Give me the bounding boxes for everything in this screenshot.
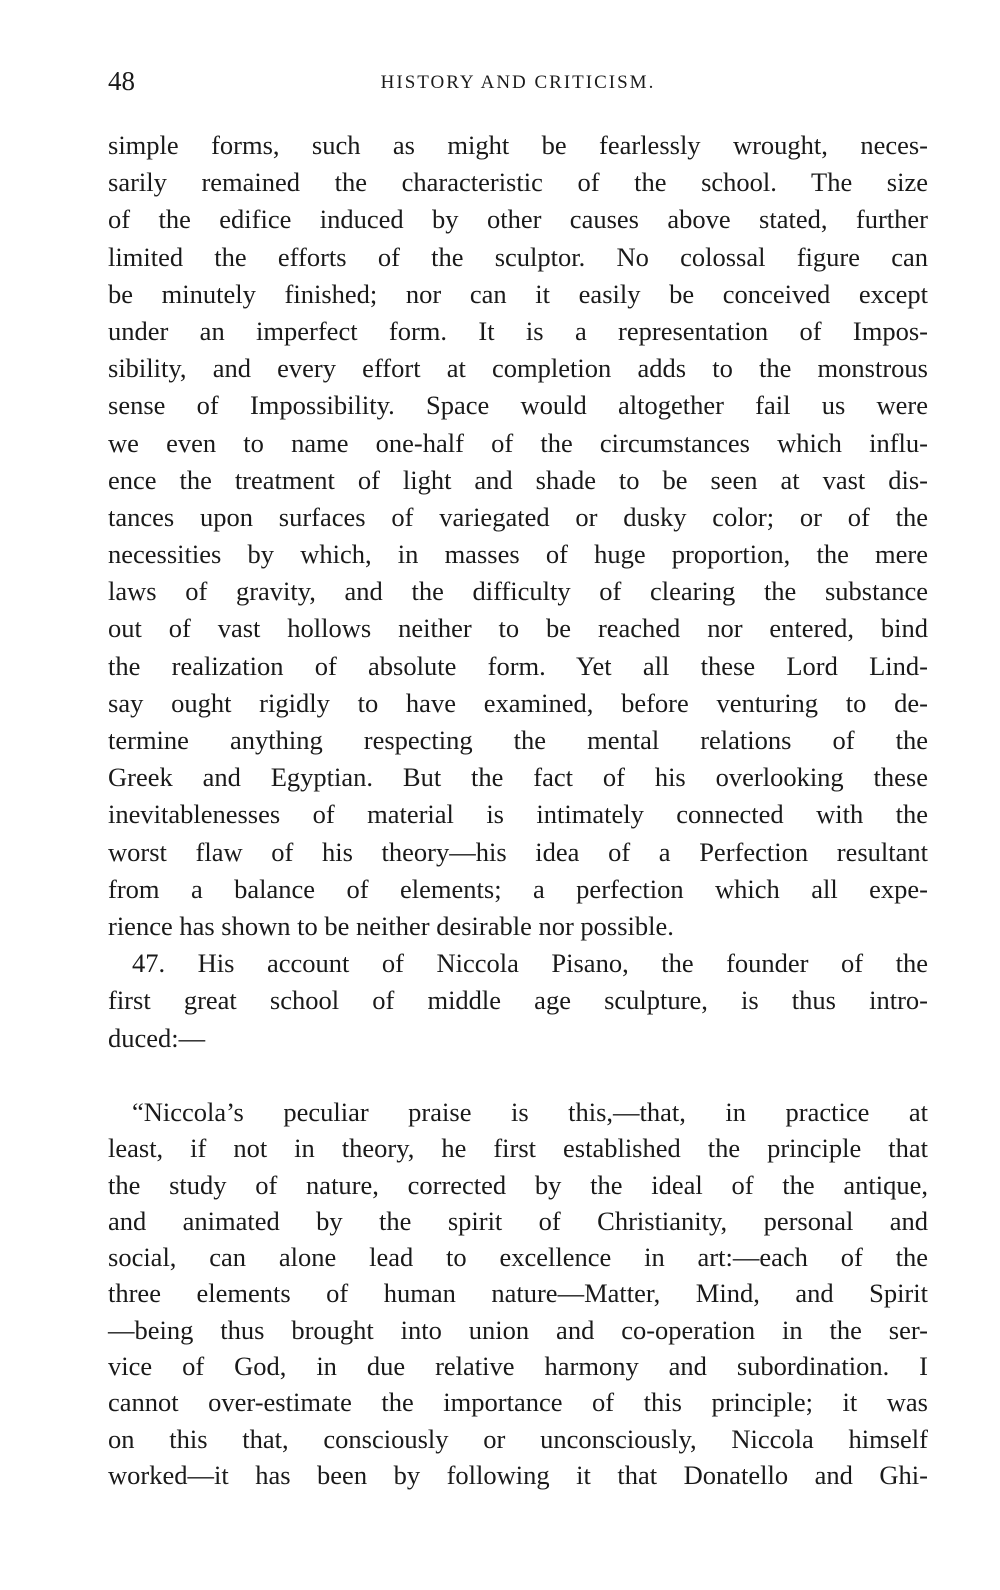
- text-line: —being thus brought into union and co-operation in the ser-: [108, 1314, 928, 1345]
- text-line: ence the treatment of light and shade to be seen at vast dis-: [108, 464, 928, 495]
- running-title: HISTORY AND CRITICISM.: [380, 72, 656, 93]
- text-line: social, can alone lead to excellence in art:—each of the: [108, 1242, 928, 1273]
- text-line: be minutely finished; nor can it easily be conceived except: [108, 278, 928, 309]
- text-line: vice of God, in due relative harmony and subordination. I: [108, 1351, 928, 1382]
- text-line: inevitablenesses of material is intimately connected with the: [108, 799, 928, 830]
- text-line: three elements of human nature—Matter, Mind, and Spirit: [108, 1278, 928, 1309]
- text-line: worst flaw of his theory—his idea of a Perfection resultant: [108, 836, 928, 867]
- text-line: 47. His account of Niccola Pisano, the founder of the: [132, 948, 928, 979]
- text-line: worked—it has been by following it that Donatello and Ghi-: [108, 1459, 928, 1490]
- text-line: out of vast hollows neither to be reached nor entered, bind: [108, 613, 928, 644]
- text-line: duced:—: [108, 1022, 206, 1053]
- text-line: cannot over-estimate the importance of this principle; it was: [108, 1387, 928, 1418]
- text-line: Greek and Egyptian. But the fact of his overlooking these: [108, 762, 928, 793]
- text-line: sense of Impossibility. Space would altogether fail us were: [108, 390, 928, 421]
- text-line: necessities by which, in masses of huge proportion, the mere: [108, 539, 928, 570]
- quotation-text: [108, 1094, 928, 1493]
- text-line: say ought rigidly to have examined, before venturing to de-: [108, 687, 928, 718]
- text-line: limited the efforts of the sculptor. No colossal figure can: [108, 241, 928, 272]
- text-line: of the edifice induced by other causes above stated, further: [108, 204, 928, 235]
- text-line: sarily remained the characteristic of the school. The size: [108, 167, 928, 198]
- body-text: [108, 127, 928, 1057]
- text-line: termine anything respecting the mental relations of the: [108, 725, 928, 755]
- text-line: and animated by the spirit of Christianity, personal and: [108, 1205, 928, 1236]
- text-line: the realization of absolute form. Yet all these Lord Lind-: [108, 650, 928, 681]
- text-line: least, if not in theory, he first established the principle that: [108, 1133, 928, 1164]
- text-line: the study of nature, corrected by the ideal of the antique,: [108, 1169, 928, 1200]
- text-line: sibility, and every effort at completion adds to the monstrous: [108, 353, 928, 384]
- text-line: simple forms, such as might be fearlessly wrought, neces-: [108, 130, 928, 160]
- text-line: “Niccola’s peculiar praise is this,—that, in practice at: [132, 1097, 928, 1127]
- text-line: first great school of middle age sculpture, is thus intro-: [108, 985, 928, 1016]
- page-header: [108, 66, 928, 102]
- text-line: tances upon surfaces of variegated or dusky color; or of the: [108, 501, 928, 532]
- text-line: rience has shown to be neither desirable nor possible.: [108, 910, 674, 941]
- text-line: from a balance of elements; a perfection which all expe-: [108, 873, 928, 904]
- text-line: on this that, consciously or unconsciously, Niccola himself: [108, 1423, 928, 1454]
- text-line: laws of gravity, and the difficulty of clearing the substance: [108, 576, 928, 607]
- text-line: under an imperfect form. It is a representation of Impos-: [108, 315, 928, 346]
- page-number: 48: [108, 66, 135, 96]
- text-line: we even to name one-half of the circumstances which influ-: [108, 427, 928, 458]
